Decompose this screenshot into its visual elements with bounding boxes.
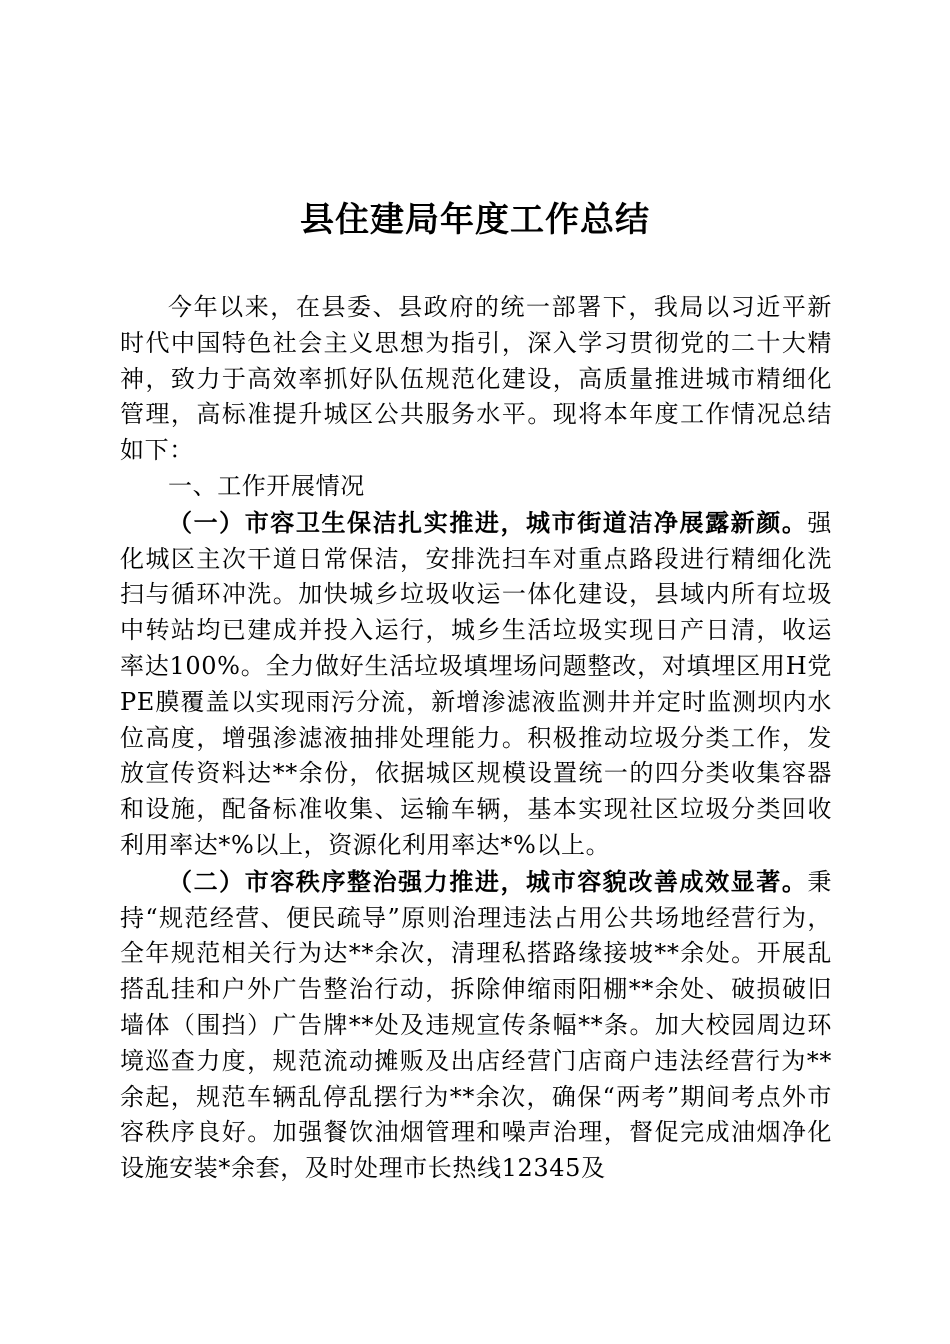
intro-paragraph: 今年以来，在县委、县政府的统一部署下，我局以习近平新时代中国特色社会主义思想为指引，深入学习贯彻党的二十大精神，致力于高效率抓好队伍规范化建设，高质量推进城市精细化管理，高标准提升城区公共服务水平。现将本年度工作情况总结如下： (120, 293, 832, 465)
document-title: 县住建局年度工作总结 (300, 200, 650, 240)
subsection-1-text: 强化城区主次干道日常保洁，安排洗扫车对重点路段进行精细化洗扫与循环冲洗。加快城乡垃圾收运一体化建设，县域内所有垃圾中转站均已建成并投入运行，城乡生活垃圾实现日产日清，收运率达100%。全力做好生活垃圾填埋场问题整改，对填埋区用H党PE膜覆盖以实现雨污分流，新增渗滤液监测井并定时监测坝内水位高度，增强渗滤液抽排处理能力。积极推动垃圾分类工作，发放宣传资料达**余份，依据城区规模设置统一的四分类收集容器和设施，配备标准收集、运输车辆，基本实现社区垃圾分类回收利用率达*%以上，资源化利用率达*%以上。 (120, 508, 832, 859)
subsection-1-paragraph (120, 505, 832, 864)
subsection-2-heading: （二）市容秩序整治强力推进，城市容貌改善成效显著。 (168, 866, 808, 896)
subsection-2-paragraph (120, 864, 832, 1187)
document-body (120, 290, 832, 1187)
subsection-1-heading: （一）市容卫生保洁扎实推进，城市街道洁净展露新颜。 (168, 507, 808, 537)
subsection-2-text: 秉持“规范经营、便民疏导”原则治理违法占用公共场地经营行为，全年规范相关行为达**余次，清理私搭路缘接坡**余处。开展乱搭乱挂和户外广告整治行动，拆除伸缩雨阳棚**余处、破损破旧墙体（围挡）广告牌**处及违规宣传条幅**条。加大校园周边环境巡查力度，规范流动摊贩及出店经营门店商户违法经营行为**余起，规范车辆乱停乱摆行为**余次，确保“两考”期间考点外市容秩序良好。加强餐饮油烟管理和噪声治理，督促完成油烟净化设施安装*余套，及时处理市长热线12345及 (120, 867, 832, 1183)
section-heading: 一、工作开展情况 (168, 471, 365, 500)
